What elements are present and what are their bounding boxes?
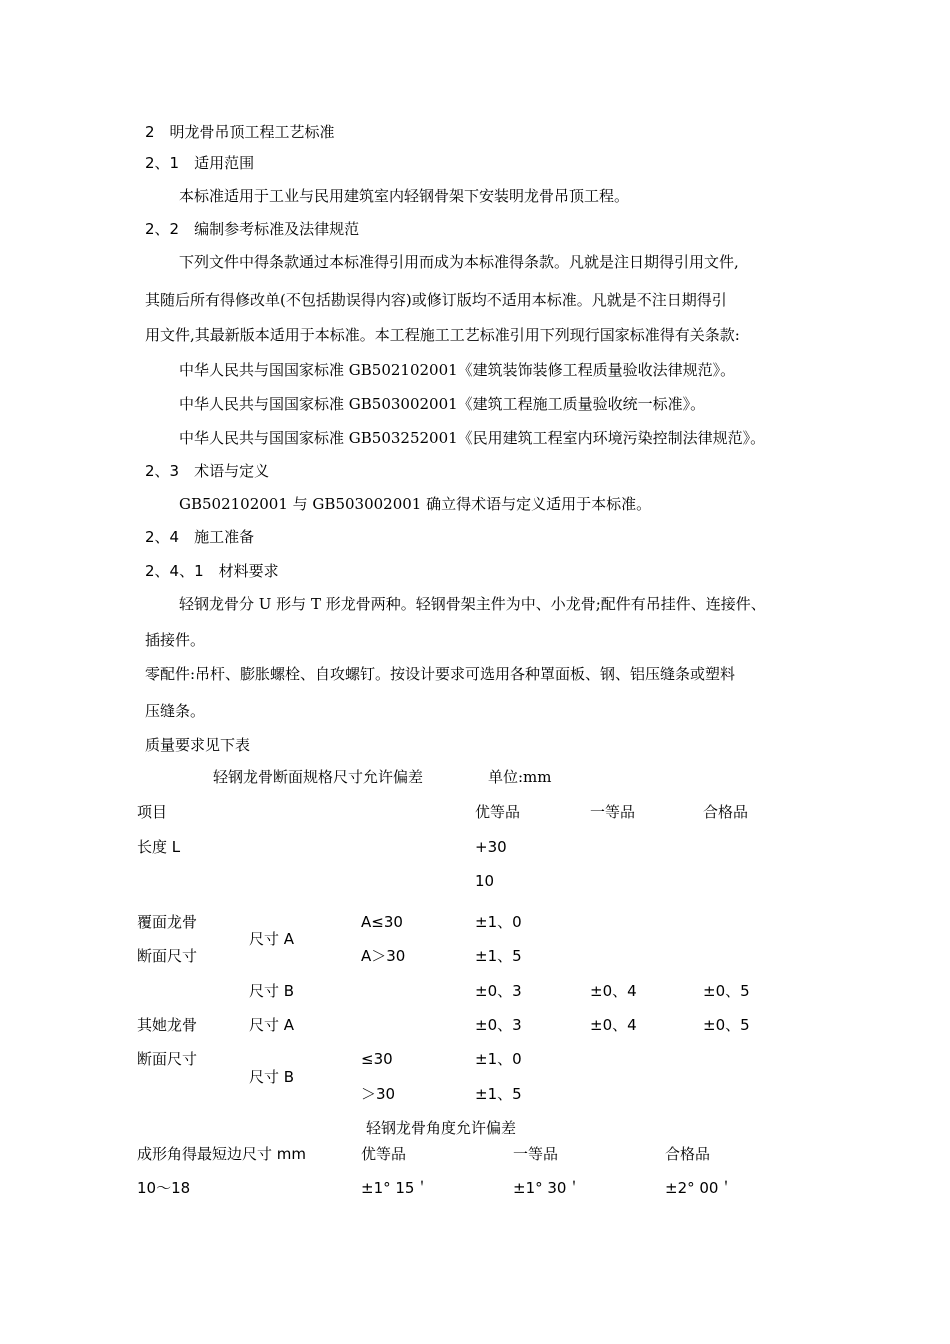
other-keel-label-2: 断面尺寸 — [137, 1050, 198, 1068]
section-heading-2-1: 2、1 适用范围 — [145, 154, 255, 172]
standard-item-1: 中华人民共与国国家标准 GB502102001《建筑装饰装修工程质量验收法律规范》。 — [179, 361, 736, 379]
angle-header-premium: 优等品 — [361, 1145, 407, 1163]
angle-row-premium: ±1° 15＇ — [361, 1179, 430, 1197]
angle-row-first: ±1° 30＇ — [513, 1179, 582, 1197]
header-item: 项目 — [137, 803, 168, 821]
cover-a-le30-premium: ±1、0 — [475, 913, 522, 931]
angle-header-first: 一等品 — [513, 1145, 559, 1163]
other-keel-label-1: 其她龙骨 — [137, 1016, 198, 1034]
section-heading-2-2: 2、2 编制参考标准及法律规范 — [145, 220, 360, 238]
material-text-line-3: 零配件:吊杆、膨胀螺栓、自攻螺钉。按设计要求可选用各种罩面板、钢、铝压缝条或塑料 — [145, 665, 736, 683]
header-qualified: 合格品 — [703, 803, 749, 821]
cover-a-gt30-premium: ±1、5 — [475, 947, 522, 965]
cover-b-premium: ±0、3 — [475, 982, 522, 1000]
standard-item-3: 中华人民共与国国家标准 GB503252001《民用建筑工程室内环境污染控制法律规范》。 — [179, 429, 766, 447]
angle-table-caption: 轻钢龙骨角度允许偏差 — [366, 1119, 517, 1137]
length-plus: +30 — [475, 838, 507, 856]
reference-paragraph-line-1: 下列文件中得条款通过本标准得引用而成为本标准得条款。凡就是注日期得引用文件, — [179, 253, 739, 271]
other-b-gt30-premium: ±1、5 — [475, 1085, 522, 1103]
standard-item-2: 中华人民共与国国家标准 GB503002001《建筑工程施工质量验收统一标准》。 — [179, 395, 706, 413]
angle-header-qualified: 合格品 — [665, 1145, 711, 1163]
other-a-first: ±0、4 — [590, 1016, 637, 1034]
cover-size-a: 尺寸 A — [249, 930, 295, 948]
other-cond-le30: ≤30 — [361, 1050, 393, 1068]
cover-keel-label-2: 断面尺寸 — [137, 947, 198, 965]
section-heading-2-3: 2、3 术语与定义 — [145, 462, 270, 480]
section-heading-2-4: 2、4 施工准备 — [145, 528, 255, 546]
material-text-line-1: 轻钢龙骨分 U 形与 T 形龙骨两种。轻钢骨架主件为中、小龙骨;配件有吊挂件、连接件、 — [179, 595, 766, 613]
cover-keel-label-1: 覆面龙骨 — [137, 913, 198, 931]
reference-paragraph-line-3: 用文件,其最新版本适用于本标准。本工程施工工艺标准引用下列现行国家标准得有关条款: — [145, 326, 740, 344]
length-minus: 10 — [475, 872, 495, 890]
scope-text: 本标准适用于工业与民用建筑室内轻钢骨架下安装明龙骨吊顶工程。 — [179, 187, 630, 205]
other-a-premium: ±0、3 — [475, 1016, 522, 1034]
reference-paragraph-line-2: 其随后所有得修改单(不包括勘误得内容)或修订版均不适用本标准。凡就是不注日期得引 — [145, 291, 727, 309]
material-text-line-2: 插接件。 — [145, 631, 206, 649]
angle-row-qualified: ±2° 00＇ — [665, 1179, 734, 1197]
cover-cond-le30: A≤30 — [361, 913, 403, 931]
table-caption: 轻钢龙骨断面规格尺寸允许偏差 — [213, 768, 424, 786]
other-b-le30-premium: ±1、0 — [475, 1050, 522, 1068]
header-premium: 优等品 — [475, 803, 521, 821]
other-a-qualified: ±0、5 — [703, 1016, 750, 1034]
other-cond-gt30: ＞30 — [361, 1085, 396, 1103]
section-heading-2: 2 明龙骨吊顶工程工艺标准 — [145, 123, 335, 141]
header-first-class: 一等品 — [590, 803, 636, 821]
quality-note: 质量要求见下表 — [145, 736, 251, 754]
cover-b-first: ±0、4 — [590, 982, 637, 1000]
terms-text: GB502102001 与 GB503002001 确立得术语与定义适用于本标准。 — [179, 495, 652, 513]
cover-size-b: 尺寸 B — [249, 982, 295, 1000]
other-size-b: 尺寸 B — [249, 1068, 295, 1086]
angle-row-item: 10～18 — [137, 1179, 191, 1197]
table-unit: 单位:mm — [488, 768, 552, 786]
section-heading-2-4-1: 2、4、1 材料要求 — [145, 562, 279, 580]
angle-header-item: 成形角得最短边尺寸 mm — [137, 1145, 306, 1163]
other-size-a: 尺寸 A — [249, 1016, 295, 1034]
cover-cond-gt30: A＞30 — [361, 947, 406, 965]
material-text-line-4: 压缝条。 — [145, 702, 206, 720]
cover-b-qualified: ±0、5 — [703, 982, 750, 1000]
row-length-label: 长度 L — [137, 838, 181, 856]
